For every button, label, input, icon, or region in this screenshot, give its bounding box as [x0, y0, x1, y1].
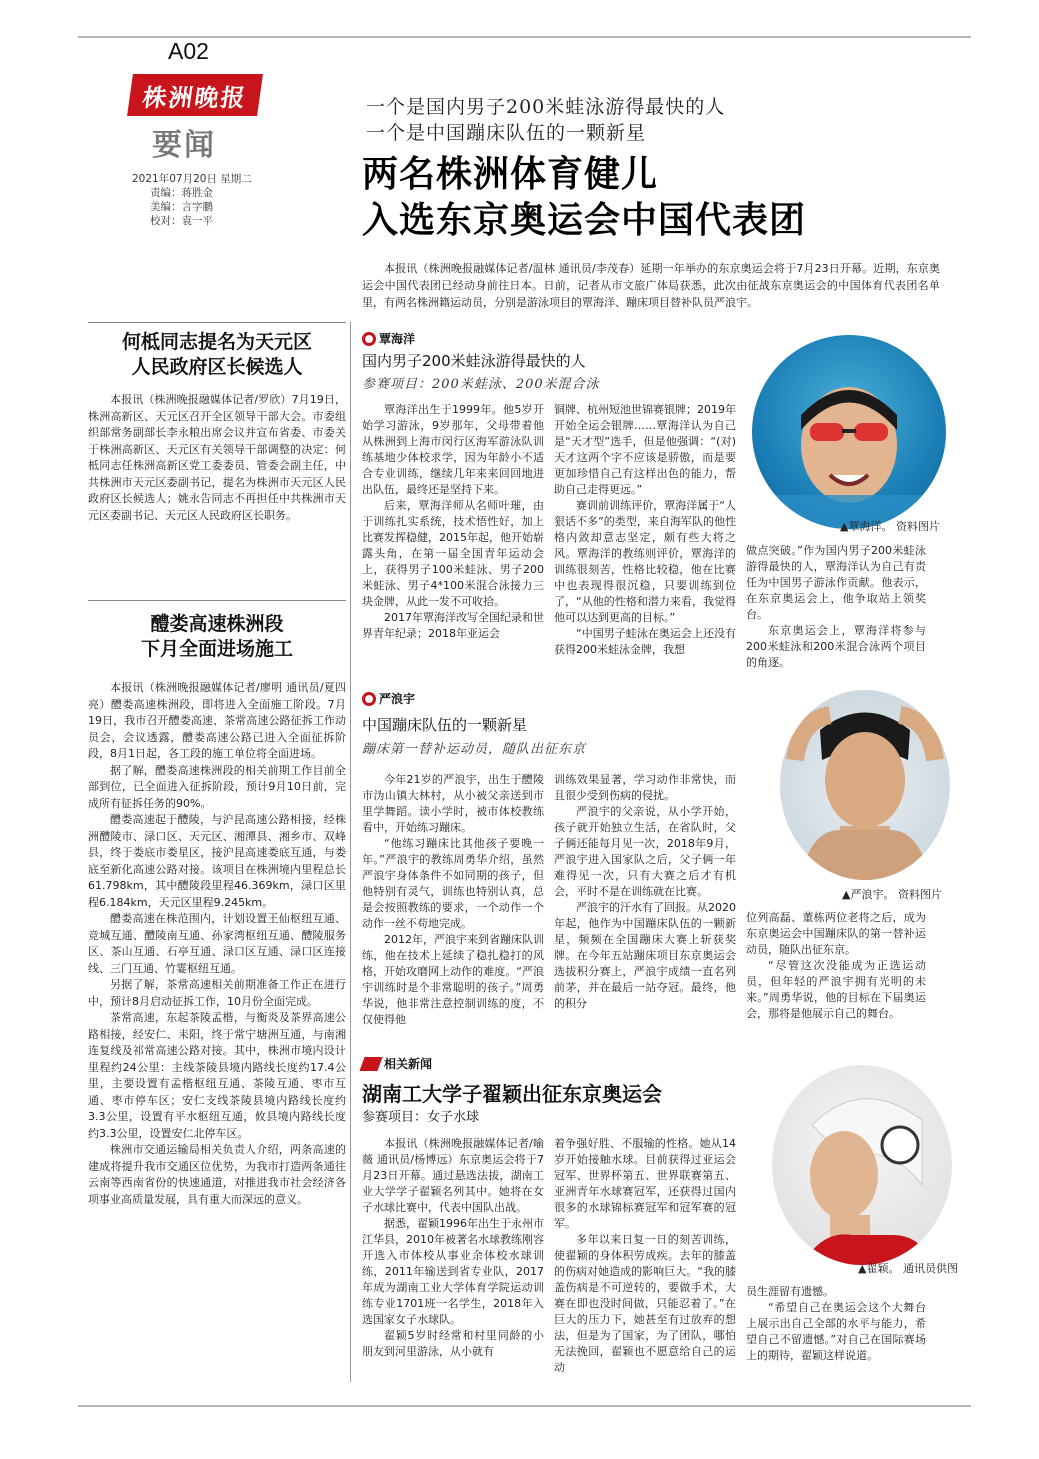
bottom-rule	[78, 1405, 971, 1407]
paragraph: 株洲市交通运输局相关负责人介绍，两条高速的建成将提升我市交通区位优势，为我市打造两条通往云南等西南省份的快速通道，对推进我市社会经济各项事业高质量发展，具有重大而深远的意义。	[88, 1143, 346, 1206]
article2-subtitle: 中国蹦床队伍的一颗新星	[362, 716, 528, 734]
paragraph: 醴娄高速在株范围内，计划设置王仙枢纽互通、竞城互通、醴陵南互通、孙家湾枢纽互通、醴陵服务区、茶山互通、石亭互通、渌口区互通、渌口区连接线、三门互通、竹霎枢纽互通。	[88, 912, 346, 975]
proof-credit: 校对：袁一平	[150, 215, 213, 227]
sidebar-divider	[88, 600, 346, 601]
kicker-line-1: 一个是国内男子200米蛙泳游得最快的人	[366, 96, 726, 118]
article3-column-1	[362, 1136, 544, 1360]
paragraph: 着争强好胜、不服输的性格。她从14岁开始接触水球。目前获得过亚运会冠军、世界杯第五、世界联赛第五、亚洲青年水球赛冠军，还获得过国内很多的水球锦标赛冠军和冠军赛的冠军。	[554, 1137, 736, 1230]
article2-event: 蹦床第一替补运动员，随队出征东京	[362, 742, 587, 757]
paragraph: 2017年覃海洋改写全国纪录和世界青年纪录；2018年亚运会	[362, 611, 544, 640]
newspaper-logo: 株洲晚报	[127, 74, 263, 116]
article1-subtitle: 国内男子200米蛙泳游得最快的人	[362, 352, 586, 370]
sidebar-story1-title-1: 何柢同志提名为天元区	[121, 331, 312, 353]
article1-event: 参赛项目：200米蛙泳、200米混合泳	[362, 377, 600, 392]
top-rule	[78, 36, 971, 38]
sidebar-story2-title-2: 下月全面进场施工	[140, 638, 293, 660]
sidebar-story2-title-1: 醴娄高速株洲段	[150, 613, 284, 635]
article1-column-3	[746, 543, 926, 671]
gymnast-photo	[780, 690, 950, 880]
paragraph: 据了解，醴娄高速株洲段的相关前期工作目前全部到位，已全面进入征拆阶段，预计9月10日前，完成所有征拆任务的90%。	[88, 763, 346, 810]
paragraph: “他练习蹦床比其他孩子要晚一年。”严浪宇的教练周勇华介绍，虽然严浪宇身体条件不如同期的孩子，但他特别有灵气，训练也特别认真，总是会按照教练的要求，一个动作一个动作一丝不苟地完成。	[362, 837, 544, 930]
paragraph: 做点突破。”作为国内男子200米蛙泳游得最快的人，覃海洋认为自己有责任为中国男子游泳作贡献。他表示，在东京奥运会上，他争取站上领奖台。	[746, 544, 926, 621]
paragraph: 位列高磊、董栋两位老将之后，成为东京奥运会中国蹦床队的第一替补运动员，随队出征东京。	[746, 911, 926, 956]
article1-column-2	[554, 402, 736, 658]
paragraph: 本报讯（株洲晚报融媒体记者/罗欣）7月19日，株洲高新区、天元区召开全区领导干部大会。市委组织部常务副部长李永粮出席会议并宣布省委、市委关于株洲高新区、天元区有关领导干部调整的决定：何柢同志任株洲高新区党工委委员、管委会副主任，中共株洲市天元区委副书记，提名为株洲市天元区人民政府区长候选人；姚永告同志不再担任中共株洲市天元区委副书记、天元区人民政府区长职务。	[88, 393, 346, 522]
article1-tag-label: 覃海洋	[379, 332, 416, 346]
sidebar-divider	[88, 322, 346, 323]
paragraph: 醴娄高速起于醴陵，与沪昆高速公路相接，经株洲醴陵市、渌口区、天元区、湘潭县、湘乡市、双峰县，终于娄底市娄星区，接沪昆高速娄底互通，与娄底至新化高速公路对接。该项目在株洲境内里程总长61.798km，其中醴陵段里程46.369km，渌口区里程6.184km，天元区里程9.245km。	[88, 813, 346, 909]
article2-tag	[362, 690, 415, 707]
paragraph: 员生涯留有遗憾。	[746, 1285, 834, 1298]
paragraph: 本报讯（株洲晚报融媒体记者/廖明 通讯员/夏四亮）醴娄高速株洲段，即将进入全面施工阶段。7月19日，我市召开醴娄高速、茶常高速公路征拆工作动员会，会议透露，醴娄高速公路已进入全面征拆阶段，8月1日起，各工段的施工单位将全面进场。	[88, 681, 346, 760]
article3-column-3	[746, 1284, 926, 1364]
article1-column-1	[362, 402, 544, 642]
pencil-icon	[359, 1057, 382, 1071]
paragraph: 后来，覃海洋师从名师叶璀，由于训练扎实系统，技术悟性好，加上比赛发挥稳健，2015年起，他开始崭露头角，在第一届全国青年运动会上，获得男子100米蛙泳、男子200米蛙泳、男子4*100米混合泳接力三块金牌，从此一发不可收拾。	[362, 499, 544, 608]
article1-caption: ▲覃海洋。 资料图片	[840, 520, 940, 533]
page-number: A02	[168, 38, 209, 64]
paragraph: 覃海洋出生于1999年。他5岁开始学习游泳，9岁那年，父母带着他从株洲到上海市闵行区海军游泳队训练基地少体校求学，因为年龄小不适合专业训练，继续几年来来回回地进出队伍，最终还是坚持下来。	[362, 403, 544, 496]
paragraph: 训练效果显著，学习动作非常快，而且很少受到伤病的侵扰。	[554, 773, 736, 802]
editor-credit: 责编：蒋胜金	[150, 187, 213, 199]
issue-date: 2021年07月20日 星期二	[132, 173, 252, 185]
kicker-line-2: 一个是中国蹦床队伍的一颗新星	[366, 122, 647, 144]
paragraph: 严浪宇的父亲说，从小学开始，孩子就开始独立生活，在省队时，父子俩还能每月见一次，2018年9月，严浪宇进入国家队之后，父子俩一年难得见一次，只有大赛之后才有机会，平时不是在训练就在比赛。	[554, 805, 736, 898]
column-divider	[350, 322, 351, 1382]
swimmer-photo	[752, 335, 946, 529]
article2-column-3	[746, 910, 926, 1022]
paragraph: 今年21岁的严浪宇，出生于醴陵市沩山镇大林村，从小被父亲送到市里学舞蹈。读小学时，被市体校教练看中，开始练习蹦床。	[362, 773, 544, 834]
paragraph: “中国男子蛙泳在奥运会上还没有获得200米蛙泳金牌，我想	[554, 627, 736, 656]
article3-tag-label: 相关新闻	[384, 1057, 433, 1071]
paragraph: 翟颖5岁时经常和村里同龄的小朋友到河里游泳，从小就有	[362, 1329, 544, 1358]
paragraph: 本报讯（株洲晚报融媒体记者/喻薇 通讯员/杨博远）东京奥运会将于7月23日开幕。通过悬选法拔，湖南工业大学学子翟颖名列其中。她将在女子水球比赛中，代表中国队出战。	[362, 1137, 544, 1214]
article3-title: 湖南工大学子翟颖出征东京奥运会	[362, 1082, 662, 1106]
article3-tag	[362, 1055, 432, 1072]
paragraph: “尽管这次没能成为正选运动员，但年轻的严浪宇拥有光明的未来。”周勇华说，他的目标在下届奥运会，那将是他展示自己的舞台。	[746, 959, 926, 1020]
paragraph: 据悉，翟颖1996年出生于永州市江华县，2010年被著名水球教练刚容开选入市体校从事业余体校水球训练，2011年输送到省专业队，2017年成为湖南工业大学体育学院运动训练专业1701班一名学生，2018年入选国家女子水球队。	[362, 1217, 544, 1326]
paragraph: 赛训前训练评价，覃海洋属于“人狠话不多”的类型，来自海军队的他性格内敛却意志坚定，颇有些大将之风。覃海洋的教练则评价，覃海洋的训练很刻苦，性格比较稳，他在比赛中也表现得很沉稳，只要训练到位了，“从他的性格和潜力来看，我觉得他可以达到更高的目标。”	[554, 499, 736, 624]
article3-caption: ▲翟颖。 通讯员供图	[858, 1262, 958, 1275]
article2-column-1	[362, 772, 544, 1028]
circle-bullet-icon	[362, 332, 376, 346]
lead-paragraph: 本报讯（株洲晚报融媒体记者/温林 通讯员/李茂春）延期一年举办的东京奥运会将于7月23日开幕。近期，东京奥运会中国代表团已经动身前往日本。日前，记者从市文旅广体局获悉，此次由征战东京奥运会的中国体育代表团名单里，有两名株洲籍运动员，分别是游泳项目的覃海洋、蹦床项目替补队员严浪宇。	[362, 262, 940, 309]
sidebar-story1-title-2: 人民政府区长候选人	[131, 356, 303, 378]
section-title: 要闻	[152, 128, 216, 163]
water-polo-player-photo	[772, 1065, 952, 1265]
paragraph: 茶常高速，东起茶陵孟楷，与衡炎及茶界高速公路相接，经安仁、耒阳，终于常宁塘洲互通，与南湘连复线及祁常高速公路对接。其中，株洲市境内设计里程约24公里：主线茶陵县境内路线长度约17.4公里，主要设置有孟楷枢纽互通、茶陵互通、枣市互通、枣市停车区；安仁支线茶陵县境内路线长度约3.3公里，设置有平水枢纽互通，攸县境内路线长度约3.3公里，设置安仁北停车区。	[88, 1011, 346, 1140]
paragraph: 另据了解，茶常高速相关前期准备工作正在进行中，预计8月启动征拆工作，10月份全面完成。	[88, 978, 346, 1008]
paragraph: 严浪宇的汗水有了回报。从2020年起，他作为中国蹦床队伍的一颗新星，频频在全国蹦床大赛上斩获奖牌。在今年五站蹦床项目东京奥运会选拔积分赛上，严浪宇成绩一直名列前茅，并在最后一站夺冠。最终，他的积分	[554, 901, 736, 1010]
article2-tag-label: 严浪宇	[379, 692, 416, 706]
main-headline-line-2: 入选东京奥运会中国代表团	[362, 200, 807, 241]
designer-credit: 美编：言字鹏	[150, 201, 213, 213]
paragraph: 铜牌、杭州短池世锦赛银牌；2019年开始全运会银牌……覃海洋认为自己是“天才型”选手，但是他强调：“(对)天才这两个字不应该是骄傲，而是要更加珍惜自己有这样出色的能力，帮助自己走得更远。”	[554, 403, 736, 496]
article3-event: 参赛项目：女子水球	[362, 1110, 480, 1125]
sidebar-story1-body	[88, 392, 346, 524]
article1-tag	[362, 330, 415, 347]
paragraph: 东京奥运会上，覃海洋将参与200米蛙泳和200米混合泳两个项目的角逐。	[746, 624, 926, 669]
article2-caption: ▲严浪宇。 资料图片	[842, 888, 942, 901]
article2-column-2	[554, 772, 736, 1012]
main-headline-line-1: 两名株洲体育健儿	[362, 154, 659, 195]
paragraph: 2012年，严浪宇来到省蹦床队训练，他在技术上延续了稳扎稳打的风格，开始攻磨网上动作的难度。“严浪宇训练时是个非常聪明的孩子。”周勇华说，他非常注意控制训练的度，不仅使得他	[362, 933, 544, 1026]
article3-column-2	[554, 1136, 736, 1376]
paragraph: “希望自己在奥运会这个大舞台上展示出自己全部的水平与能力，希望自己不留遗憾。”对自己在国际赛场上的期待，翟颖这样说道。	[746, 1301, 926, 1362]
paragraph: 多年以来日复一日的刻苦训练，使翟颖的身体积劳成疾。去年的膝盖的伤病对她造成的影响巨大。“我的膝盖伤病是不可逆转的，要做手术，大赛在即也没时间做，只能忍着了。”在巨大的压力下，她甚至有过放弃的想法，但是为了国家，为了团队，哪怕无法挽回，翟颖也不愿意给自己的运动	[554, 1233, 736, 1374]
sidebar-story2-body	[88, 680, 346, 1208]
circle-bullet-icon	[362, 692, 376, 706]
